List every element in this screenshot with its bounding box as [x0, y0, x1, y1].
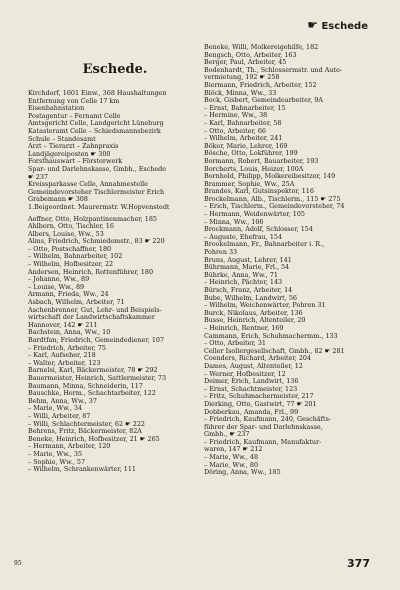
directory-entry: Busse, Heinrich, Altenteiler, 20 [204, 317, 306, 325]
directory-entry: Brammer, Sophie, Ww., 25A [204, 180, 295, 188]
directory-entry: Burck, Nikolaus, Arbeiter, 136 [204, 309, 303, 317]
info-line: Spar- und Darlehnskasse, Gmbh., Eschede [28, 165, 167, 173]
directory-entry: – Hermann, Arbeiter, 120 [28, 443, 111, 451]
pointing-hand-icon: ☛ [307, 18, 318, 32]
header-title: Eschede [321, 21, 368, 32]
directory-entry: Albers, Louise, Ww., 53 [28, 230, 104, 238]
directory-entry: – Friedrich, Kaufmann, Manufaktur- [204, 438, 322, 446]
info-line: Kreissparkasse Celle, Annahmestelle [28, 181, 148, 189]
directory-entry: Aschenbrenner, Gut, Lehr- und Beispiels- [28, 306, 162, 314]
directory-entry: – Heinrich, Rentner, 169 [204, 324, 284, 332]
directory-entry: – Marie, Ww., 48 [204, 454, 259, 462]
directory-entry: Bösche, Otto, Lokführer, 199 [204, 150, 298, 158]
directory-entry: Bruns, August, Lehrer, 141 [204, 256, 292, 264]
directory-entry: – Werner, Hofbesitzer, 12 [204, 370, 286, 378]
info-line: Gemeindevorsteher Tischlermeister Erich [28, 188, 165, 196]
directory-entry: – Otto, Arbeiter, 31 [204, 340, 266, 348]
directory-entry: – Walter, Arbeiter, 123 [28, 359, 101, 367]
directory-entry: Bock, Gisbert, Gemeindearbeiter, 9A [204, 97, 324, 105]
directory-entry: Bornhold, Philipp, Molkereibesitzer, 149 [204, 173, 336, 181]
directory-entry: – Ernst, Schachtmeister, 123 [204, 385, 298, 393]
directory-entry: Bodenhardt, Th., Schlossermstr. und Auto- [204, 66, 343, 74]
directory-entry: Blöck, Minna, Ww., 33 [204, 89, 277, 97]
directory-entry: wirtschaft der Landwirtschaftskammer [28, 314, 155, 322]
directory-entry: Alms, Friedrich, Schmiedemstr., 83 ☛ 220 [28, 238, 165, 246]
directory-entry: – Marie, Ww., 35 [28, 450, 83, 458]
directory-entry: Cammann, Erich, Schuhmachermm., 133 [204, 332, 338, 340]
directory-entry: Bachstein, Anna, Ww., 10 [28, 329, 111, 337]
info-line: Landjägereiposten ☛ 300 [28, 150, 111, 158]
directory-entry: – Auguste, Ehefrau, 154 [204, 233, 283, 241]
right-column [204, 44, 380, 477]
directory-entry: Coenders, Richard, Arbeiter, 204 [204, 355, 312, 363]
directory-entry: – Johanne, Ww., 89 [28, 276, 90, 284]
footer-left-number: 95 [14, 560, 22, 567]
info-line: Postagentur – Fernamt Celle [28, 112, 121, 120]
directory-entry: Behrens, Fritz, Bäckermeister, 82A [28, 428, 142, 436]
directory-entry: Bürsch, Franz, Arbeiter, 14 [204, 287, 293, 294]
directory-entry: Armann, Frieda, Ww., 24 [28, 291, 109, 299]
directory-entry: vermietung, 192 ☛ 258 [204, 74, 280, 82]
directory-entry: Dierking, Otto, Gastwirt, 77 ☛ 201 [204, 400, 317, 408]
directory-entry: Celler Isoliergesellschaft, Gmbh., 82 ☛ 281 [204, 347, 345, 355]
section-title: Eschede. [82, 62, 148, 77]
directory-entry: Brandes, Karl, Gutsinspektor, 116 [204, 188, 314, 196]
info-line: Amtsgericht Celle, Landgericht Lüneburg [28, 120, 164, 128]
directory-entry: – Ernst, Bahnarbeiter, 15 [204, 104, 286, 112]
directory-entry: – Wilhelm, Weichenwärter, Pohren 31 [204, 302, 326, 310]
directory-entry: Asbach, Wilhelm, Arbeiter, 71 [28, 299, 125, 307]
directory-entry: Bengsch, Otto, Arbeiter, 163 [204, 51, 297, 59]
directory-entry: Bube, Wilhelm, Landwirt, 56 [204, 294, 297, 302]
directory-entry: Ahlborn, Otto, Tischler, 16 [28, 223, 114, 231]
info-line: Forsthauswart – Försterwerk [28, 158, 123, 166]
directory-entry: Dobberkau, Amanda, Frl., 99 [204, 408, 299, 416]
directory-entry: Bardtfan, Friedrich, Gemeindediener, 107 [28, 337, 165, 344]
right-entry-list [204, 44, 380, 477]
directory-entry: Berger, Paul, Arbeiter, 45 [204, 59, 287, 67]
directory-entry: – Sophie, Ww., 57 [28, 458, 86, 466]
directory-entry: Bauermeister, Heinrich, Sattlermeister, 73 [28, 374, 167, 382]
directory-entry: waren, 147 ☛ 212 [204, 446, 263, 454]
directory-entry: – Hermine, Ww., 38 [204, 112, 268, 120]
directory-entry: – Otto, Arbeiter, 66 [204, 127, 266, 135]
directory-entry: Andersen, Heinrich, Rottenführer, 180 [28, 268, 154, 276]
directory-entry: – Friedrich, Kaufmann, 240, Geschäfts- [204, 416, 332, 424]
town-info-block [28, 90, 202, 212]
directory-entry: führer der Spar- und Darlehnskasse, [204, 423, 323, 431]
info-line: Schule – Standesamt [28, 135, 96, 143]
directory-entry: Biermann, Friedrich, Arbeiter, 152 [204, 81, 317, 89]
directory-entry: – Wilhelm, Bahnarbeiter, 102 [28, 253, 123, 261]
directory-entry: – Wilhelm, Hofbesitzer, 22 [28, 261, 114, 269]
directory-entry: Pohren 33 [204, 249, 238, 257]
directory-entry: – Marie, Ww., 80 [204, 461, 259, 469]
directory-entry: – Hermann, Weidenwärter, 105 [204, 211, 305, 219]
directory-entry: – Wilhelm, Schrankenwärter, 111 [28, 466, 136, 474]
directory-entry: Behm, Anna, Ww., 37 [28, 397, 97, 405]
info-line: Eisenbahnstation [28, 105, 85, 113]
directory-entry: – Louise, Ww., 89 [28, 283, 85, 291]
directory-entry: Deimer, Erich, Landwirt, 136 [204, 378, 299, 386]
directory-entry: – Willi, Arbeiter, 87 [28, 412, 91, 420]
left-column [28, 44, 202, 474]
directory-entry: Döring, Anna, Ww., 185 [204, 469, 281, 477]
directory-entry: – Heinrich, Pächter, 143 [204, 279, 283, 287]
info-line: 1.Beigeordnet. Maurermstr. W.Hopvenstedt [28, 203, 170, 211]
info-line: Arzt – Tierarzt – Zahnpraxis [28, 143, 119, 151]
directory-entry: Gmbh., ☛ 237 [204, 431, 250, 439]
directory-entry: Brookelmann, Fr., Bahnarbeiter i. R., [204, 241, 325, 249]
page-number: 377 [347, 557, 370, 570]
directory-entry: Borcherts, Louis, Heizer, 100A [204, 165, 304, 173]
directory-entry: Beneke, Heinrich, Hofbesitzer, 21 ☛ 265 [28, 435, 160, 443]
directory-entry: Hannover, 142 ☛ 211 [28, 321, 98, 329]
info-line: Kirchdorf, 1601 Einw., 368 Haushaltungen [28, 90, 167, 97]
directory-entry: – Karl, Bahnarbeiter, 58 [204, 119, 282, 127]
directory-entry: – Marie, Ww., 34 [28, 405, 83, 413]
directory-entry: – Erich, Tischlerm., Gemeindevorsteher, 74 [204, 203, 345, 211]
directory-entry: – Friedrich, Arbeiter, 75 [28, 344, 106, 352]
directory-entry: Dames, August, Altenteiler, 12 [204, 362, 303, 370]
directory-entry: Brockmann, Adolf, Schlosser, 154 [204, 226, 313, 234]
info-line: Katasteramt Celle – Schiedsmannsbezirk [28, 127, 161, 135]
directory-entry: – Minna, Ww., 106 [204, 218, 264, 226]
directory-entry: Aeffner, Otto, Holzpantinenmacher, 185 [28, 215, 157, 223]
info-line: Grabemann ☛ 308 [28, 196, 88, 204]
directory-entry: Beneke, Willi, Molkereigehilfe, 182 [204, 44, 319, 51]
directory-entry: Bührmann, Marie, Frl., 54 [204, 264, 290, 272]
directory-entry: – Otto, Postschaffner, 180 [28, 245, 112, 253]
page-header [307, 18, 368, 32]
directory-entry: Baumann, Minna, Schneiderin, 117 [28, 382, 143, 390]
directory-entry: Brockelmann, Alb., Tischlerm., 115 ☛ 275 [204, 195, 341, 203]
directory-entry: Bormann, Robert, Bauarbeiter, 193 [204, 157, 319, 165]
directory-entry: Böker, Marie, Lehrer, 169 [204, 142, 288, 150]
directory-entry: – Willi, Schlachtermeister, 62 ☛ 222 [28, 420, 145, 428]
directory-entry: Barnelsi, Karl, Bäckermeister, 78 ☛ 292 [28, 367, 158, 375]
info-line: ☛ 237 [28, 173, 48, 181]
directory-entry: – Karl, Aufseher, 218 [28, 352, 96, 360]
directory-entry: – Fritz, Schuhmachermeister, 217 [204, 393, 314, 401]
directory-entry: Bührke, Anna, Ww., 71 [204, 271, 278, 279]
directory-entry: – Wilhelm, Arbeiter, 241 [204, 135, 283, 143]
directory-entry: Bauschke, Herm., Schachtarbeiter, 122 [28, 390, 156, 398]
left-entry-list [28, 216, 202, 474]
info-line: Entfernung von Celle 17 km [28, 97, 120, 105]
